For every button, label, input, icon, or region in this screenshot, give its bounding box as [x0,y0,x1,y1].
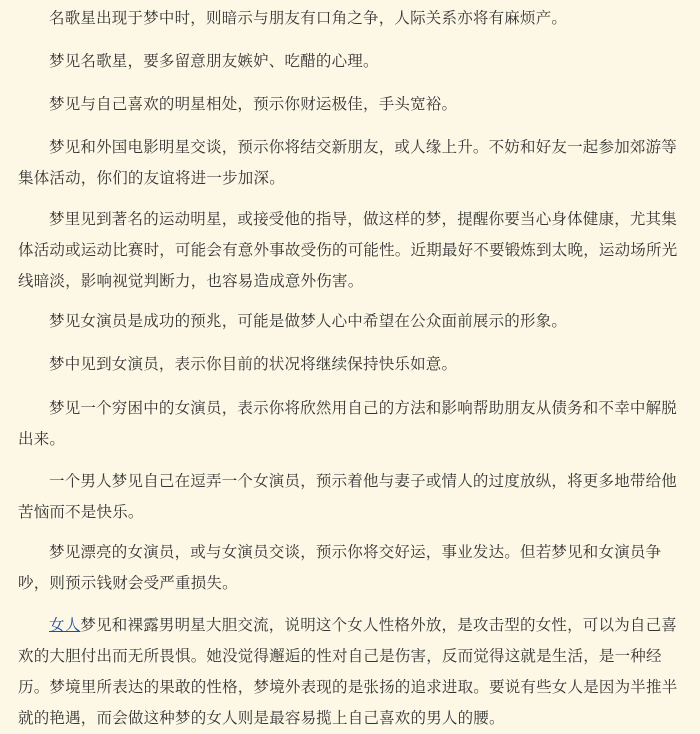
paragraph-7: 梦中见到女演员，表示你目前的状况将继续保持快乐如意。 [49,355,458,373]
paragraph-5: 梦里见到著名的运动明星，或接受他的指导，做这样的梦，提醒你要当心身体健康，尤其集体活动或运动比赛时，可能会有意外事故受伤的可能性。近期最好不要锻炼到太晚，运动场所光线暗淡，影响视觉判断力，也容易造成意外伤害。 [18,210,678,290]
paragraph-6: 梦见女演员是成功的预兆，可能是做梦人心中希望在公众面前展示的形象。 [49,312,568,330]
paragraph-1: 名歌星出现于梦中时，则暗示与朋友有口角之争，人际关系亦将有麻烦产。 [49,9,568,27]
paragraph-8: 梦见一个穷困中的女演员，表示你将欣然用自己的方法和影响帮助朋友从债务和不幸中解脱出来。 [18,399,678,448]
paragraph-2: 梦见名歌星，要多留意朋友嫉妒、吃醋的心理。 [49,52,379,70]
paragraph-9: 一个男人梦见自己在逗弄一个女演员，预示着他与妻子或情人的过度放纵，将更多地带给他苦恼而不是快乐。 [18,472,678,521]
paragraph-11-text: 梦见和裸露男明星大胆交流，说明这个女人性格外放，是攻击型的女性，可以为自己喜欢的大胆付出而无所畏惧。她没觉得邂逅的性对自己是伤害，反而觉得这就是生活，是一种经历。梦境里所表达的果敢的性格，梦境外表现的是张扬的追求进取。要说有些女人是因为半推半就的艳遇，而会做这种梦的女人则是最容易揽上自己喜欢的男人的腰。 [18,616,678,727]
paragraph-3: 梦见与自己喜欢的明星相处，预示你财运极佳，手头宽裕。 [49,95,458,113]
keyword-link-women[interactable]: 女人 [49,616,81,634]
paragraph-4: 梦见和外国电影明星交谈，预示你将结交新朋友，或人缘上升。不妨和好友一起参加郊游等集体活动，你们的友谊将进一步加深。 [18,138,678,187]
paragraph-10: 梦见漂亮的女演员，或与女演员交谈，预示你将交好运，事业发达。但若梦见和女演员争吵，则预示钱财会受严重损失。 [18,543,662,592]
paragraph-11 [18,610,682,734]
